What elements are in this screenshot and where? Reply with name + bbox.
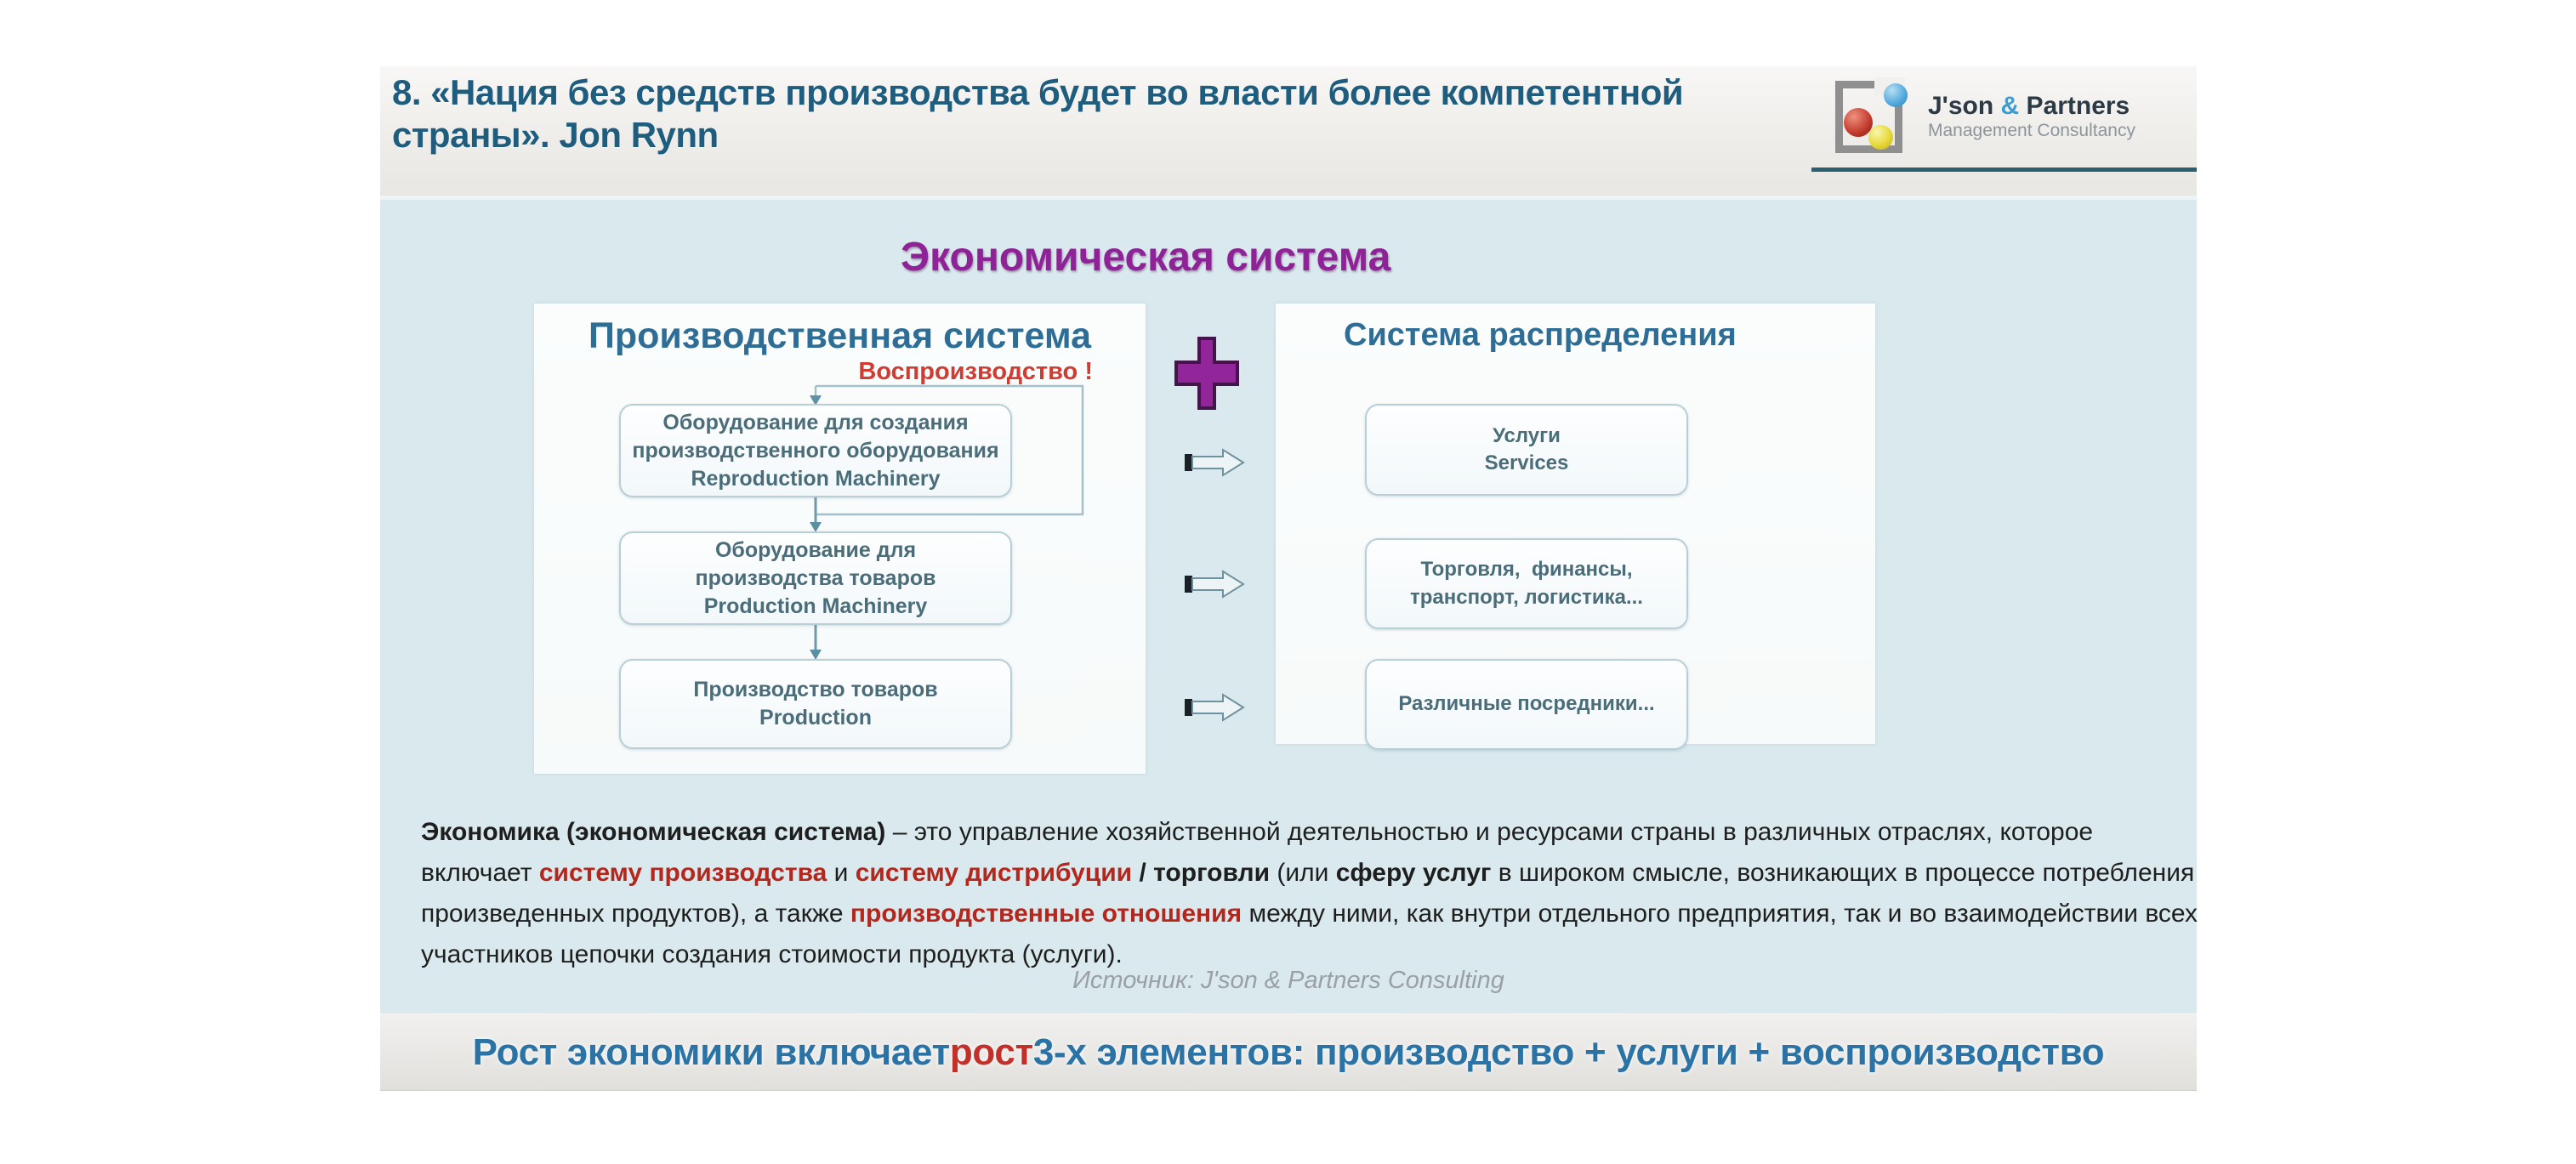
paragraph-segment: – это управление хозяйственной деятельностью и ресурсами страны в различных отраслях, которое включает: [421, 818, 2094, 887]
flow-box-production-machinery: [619, 531, 1012, 625]
paragraph-segment: / торговли: [1132, 859, 1277, 887]
box-line: Оборудование для создания: [662, 410, 969, 434]
flow-box-intermediaries: [1365, 659, 1688, 750]
paragraph-segment: в широком смысле, возникающих в процессе потребления произведенных продуктов), а также: [421, 859, 2195, 928]
box-line: Production Machinery: [703, 593, 928, 618]
company-logo: [380, 66, 2197, 196]
paragraph-segment: Экономика (экономическая система): [421, 818, 886, 846]
arrow-right-icon: [1185, 446, 1246, 479]
box-line: производственного оборудования: [632, 438, 999, 463]
paragraph-segment: между ними, как внутри отдельного предприятия, так и во взаимодействии всех участников цепочки создания стоимости продукта (услуги).: [421, 900, 2198, 968]
logo-subtitle: Management Consultancy: [1928, 121, 2135, 140]
banner-text-post: 3-х элементов: производство + услуги + воспроизводство: [1032, 1031, 2105, 1073]
banner-text-highlight: рост: [949, 1031, 1033, 1073]
logo-name-pre: J'son: [1928, 92, 2001, 120]
box-line: Reproduction Machinery: [691, 466, 941, 491]
flow-box-reproduction-machinery: [619, 404, 1012, 497]
paragraph-segment: и: [827, 859, 856, 887]
box-line: производства товаров: [695, 565, 936, 590]
reproduction-loop-label: Воспроизводство !: [858, 358, 1093, 385]
flow-box-trade-finance: [1365, 538, 1688, 629]
presentation-slide: [380, 66, 2197, 1091]
plus-icon: [1174, 336, 1240, 411]
flow-box-services: [1365, 404, 1688, 496]
source-note: Источник: J'son & Partners Consulting: [1072, 967, 1504, 994]
slide-title: 8. «Нация без средств производства будет во власти более компетентной страны». Jon Rynn: [392, 72, 1684, 156]
logo-ball-yellow-icon: [1868, 125, 1893, 150]
arrow-right-icon: [1185, 568, 1246, 600]
production-system-panel: [534, 304, 1146, 774]
box-line: Различные посредники...: [1398, 692, 1655, 716]
logo-underline: [1811, 168, 2197, 172]
paragraph-segment: систему производства: [538, 859, 827, 887]
box-line: Услуги: [1493, 423, 1561, 447]
distribution-system-panel: [1276, 304, 1875, 744]
flow-box-production: [619, 659, 1012, 749]
left-panel-title: Производственная система: [588, 315, 1092, 356]
arrow-right-icon: [1185, 691, 1246, 724]
logo-company-name: [1928, 92, 2130, 121]
box-line: Оборудование для: [714, 537, 917, 562]
box-line: Production: [759, 706, 872, 730]
slide-header: [380, 66, 2197, 196]
logo-ball-blue-icon: [1884, 83, 1908, 107]
box-line: Производство товаров: [693, 678, 938, 701]
paragraph-segment: систему дистрибуции: [855, 859, 1133, 887]
main-heading: Экономическая система: [901, 235, 1391, 280]
bottom-banner: [380, 1014, 2197, 1091]
right-panel-title: Система распределения: [1344, 317, 1737, 353]
paragraph-segment: (или: [1277, 859, 1336, 887]
box-line: транспорт, логистика...: [1410, 585, 1643, 609]
slide-body: [380, 196, 2197, 1014]
box-line: Торговля, финансы,: [1420, 558, 1633, 582]
paragraph-segment: производственные отношения: [850, 900, 1243, 928]
banner-text-pre: Рост экономики включает: [472, 1031, 950, 1073]
logo-ampersand: &: [2000, 92, 2020, 120]
paragraph-segment: сферу услуг: [1335, 859, 1492, 887]
box-line: Services: [1484, 451, 1569, 474]
logo-name-post: Partners: [2019, 92, 2130, 120]
definition-paragraph: [421, 812, 2200, 975]
